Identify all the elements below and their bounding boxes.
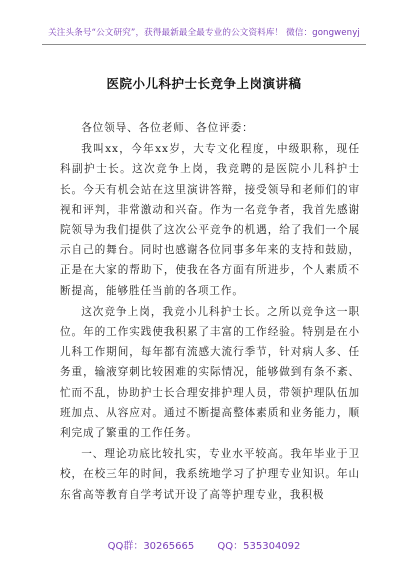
document-body	[60, 118, 360, 506]
body-paragraph: 我叫xx，今年xx岁，大专文化程度，中级职称，现任科副护士长。这次竞争上岗，我竞聘的是医院小儿科护士长。今天有机会站在这里演讲答辩，接受领导和老师们的审视和评判，非常激动和兴奋。作为一名竞争者，我首先感谢院领导为我们提供了这次公平竞争的机遇，给了我们一个展示自己的舞台。同时也感谢各位同事多年来的支持和鼓励，正是在大家的帮助下，使我在各方面有所进步，个人素质不断提高，能够胜任当前的各项工作。	[60, 143, 360, 297]
footer-qq-group: QQ群：30265665	[107, 541, 195, 552]
body-paragraph: 一、理论功底比较扎实，专业水平较高。我年毕业于卫校，在校三年的时间，我系统地学习了护理专业知识。年山东省高等教育自学考试开设了高等护理专业，我积极	[60, 448, 360, 501]
footer-contact	[0, 537, 408, 552]
header-divider	[42, 44, 366, 45]
header-note: 关注头条号“公文研究”，获得最新最全最专业的公文资料库！ 微信：gongwenyj	[48, 28, 360, 38]
salutation-paragraph: 各位领导、各位老师、各位评委：	[81, 122, 254, 134]
footer-qq: QQ：535304092	[217, 541, 301, 552]
document-title: 医院小儿科护士长竞争上岗演讲稿	[106, 76, 302, 91]
body-paragraph: 这次竞争上岗，我竞小儿科护士长。之所以竞争这一职位。年的工作实践使我积累了丰富的工作经验。特别是在小儿科工作期间，每年都有流感大流行季节，针对病人多、任务重，输液穿刺比较困难的实际情况，能够做到有条不紊、忙而不乱，协助护士长合理安排护理人员，带领护理队伍加班加点、从容应对。通过不断提高整体素质和业务能力，顺利完成了繁重的工作任务。	[60, 305, 360, 440]
